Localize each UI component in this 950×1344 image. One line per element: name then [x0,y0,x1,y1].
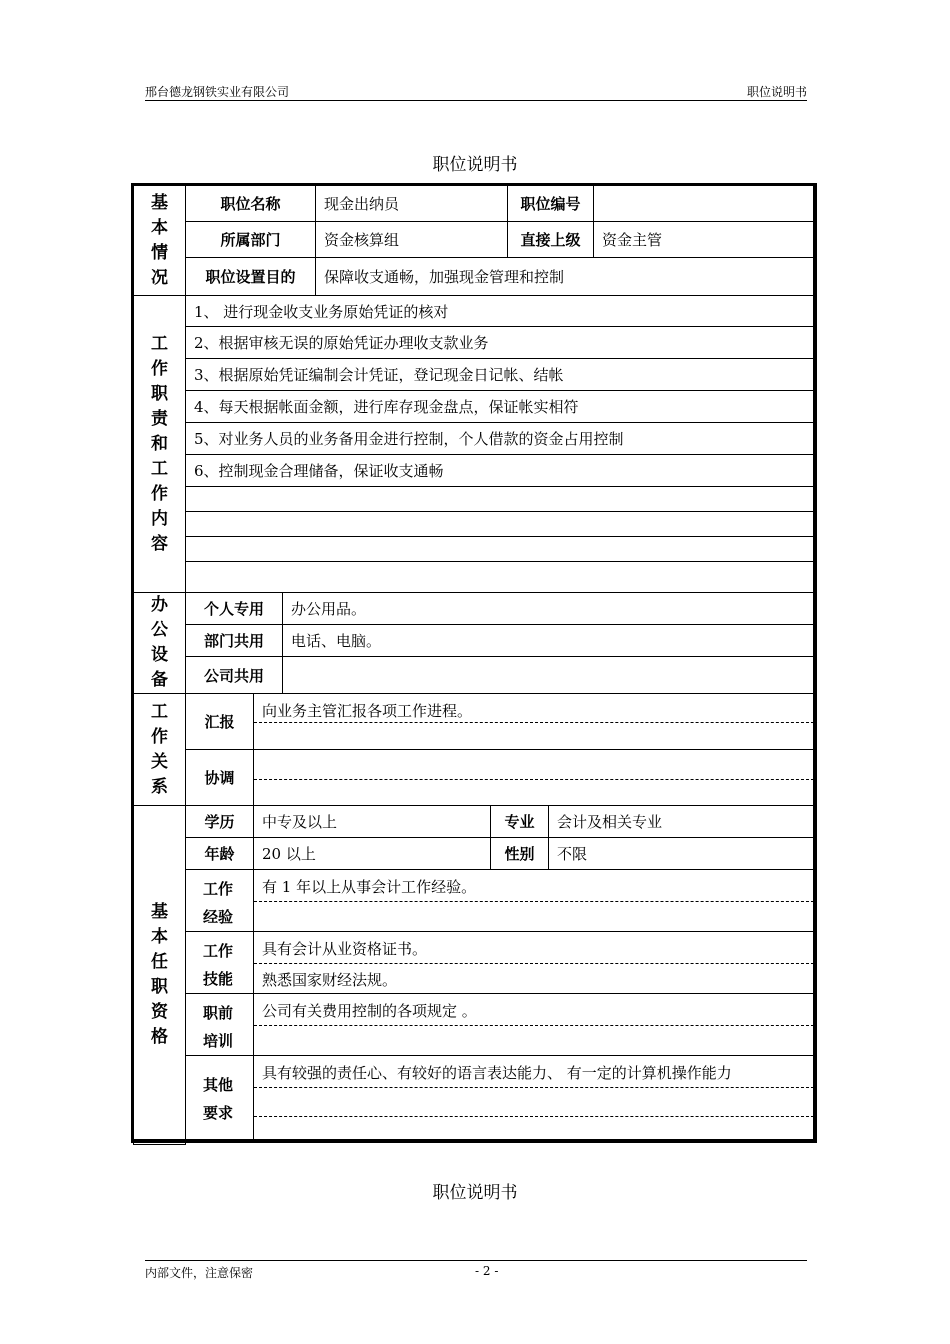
value-dept-shared: 电话、电脑。 [282,624,815,657]
value-experience: 有 1 年以上从事会计工作经验。 [262,878,477,896]
value-report-box [253,693,815,750]
value-company-shared [282,656,815,694]
section-duties: 工作职责和工作内容 [133,295,186,593]
value-training: 公司有关费用控制的各项规定 。 [262,1002,477,1020]
value-position-name: 现金出纳员 [315,185,508,222]
label-skills: 工作 技能 [185,931,254,994]
company-name: 邢台德龙钢铁实业有限公司 [145,85,290,99]
other-dash-line-1 [254,1087,814,1088]
label-department: 所属部门 [185,221,316,258]
value-gender: 不限 [548,837,815,870]
label-age: 年龄 [185,837,254,870]
training-dash-line [254,1025,814,1026]
duty-item-10 [185,561,815,593]
label-training: 职前 培训 [185,993,254,1056]
value-education: 中专及以上 [253,805,491,838]
label-position-code: 职位编号 [507,185,594,222]
duty-item-3: 3、根据原始凭证编制会计凭证，登记现金日记帐、结帐 [185,358,815,391]
duty-item-6: 6、控制现金合理储备，保证收支通畅 [185,454,815,487]
page-title: 职位说明书 [432,155,518,175]
value-superior: 资金主管 [593,221,815,258]
label-superior: 直接上级 [507,221,594,258]
page-header [145,82,807,101]
section-qualifications: 基本任职资格 [133,805,186,1145]
experience-dash-line [254,901,814,902]
label-other: 其他 要求 [185,1055,254,1141]
value-training-box [253,993,815,1056]
label-education: 学历 [185,805,254,838]
value-experience-box [253,869,815,932]
section-basic: 基本情况 [133,185,186,296]
label-major: 专业 [490,805,549,838]
duty-item-7 [185,486,815,512]
value-other: 具有较强的责任心、有较好的语言表达能力、 有一定的计算机操作能力 [262,1064,732,1082]
job-description-table [131,183,817,1143]
value-report: 向业务主管汇报各项工作进程。 [262,702,473,720]
label-purpose: 职位设置目的 [185,257,316,296]
section-equipment: 办公设备 [133,592,186,694]
value-skills-2: 熟悉国家财经法规。 [262,971,398,989]
label-position-name: 职位名称 [185,185,316,222]
label-report: 汇报 [185,693,254,750]
value-coordinate-box [253,749,815,806]
value-position-code [593,185,815,222]
value-department: 资金核算组 [315,221,508,258]
label-company-shared: 公司共用 [185,656,283,694]
value-major: 会计及相关专业 [548,805,815,838]
section-relations: 工作关系 [133,693,186,806]
label-gender: 性别 [490,837,549,870]
header-doc-type: 职位说明书 [746,85,807,99]
page-title-bottom: 职位说明书 [432,1183,518,1203]
coordinate-dash-line [254,779,814,780]
label-dept-shared: 部门共用 [185,624,283,657]
duty-item-4: 4、每天根据帐面金额，进行库存现金盘点，保证帐实相符 [185,390,815,423]
duty-item-1: 1、 进行现金收支业务原始凭证的核对 [185,295,815,327]
page-number: - 2 - [475,1264,499,1278]
duty-item-5: 5、对业务人员的业务备用金进行控制，个人借款的资金占用控制 [185,422,815,455]
label-personal: 个人专用 [185,592,283,625]
report-dash-line [254,722,814,723]
label-experience: 工作 经验 [185,869,254,932]
other-dash-line-2 [254,1116,814,1117]
duty-item-2: 2、根据审核无误的原始凭证办理收支款业务 [185,326,815,359]
value-personal: 办公用品。 [282,592,815,625]
page-footer [145,1260,807,1283]
value-skills-1: 具有会计从业资格证书。 [262,940,428,958]
skills-dash-line [254,963,814,964]
value-other-box [253,1055,815,1141]
duty-item-9 [185,536,815,562]
value-skills-box [253,931,815,994]
value-age: 20 以上 [253,837,491,870]
duty-item-8 [185,511,815,537]
label-coordinate: 协调 [185,749,254,806]
footer-note: 内部文件，注意保密 [145,1266,254,1280]
value-purpose: 保障收支通畅，加强现金管理和控制 [315,257,815,296]
